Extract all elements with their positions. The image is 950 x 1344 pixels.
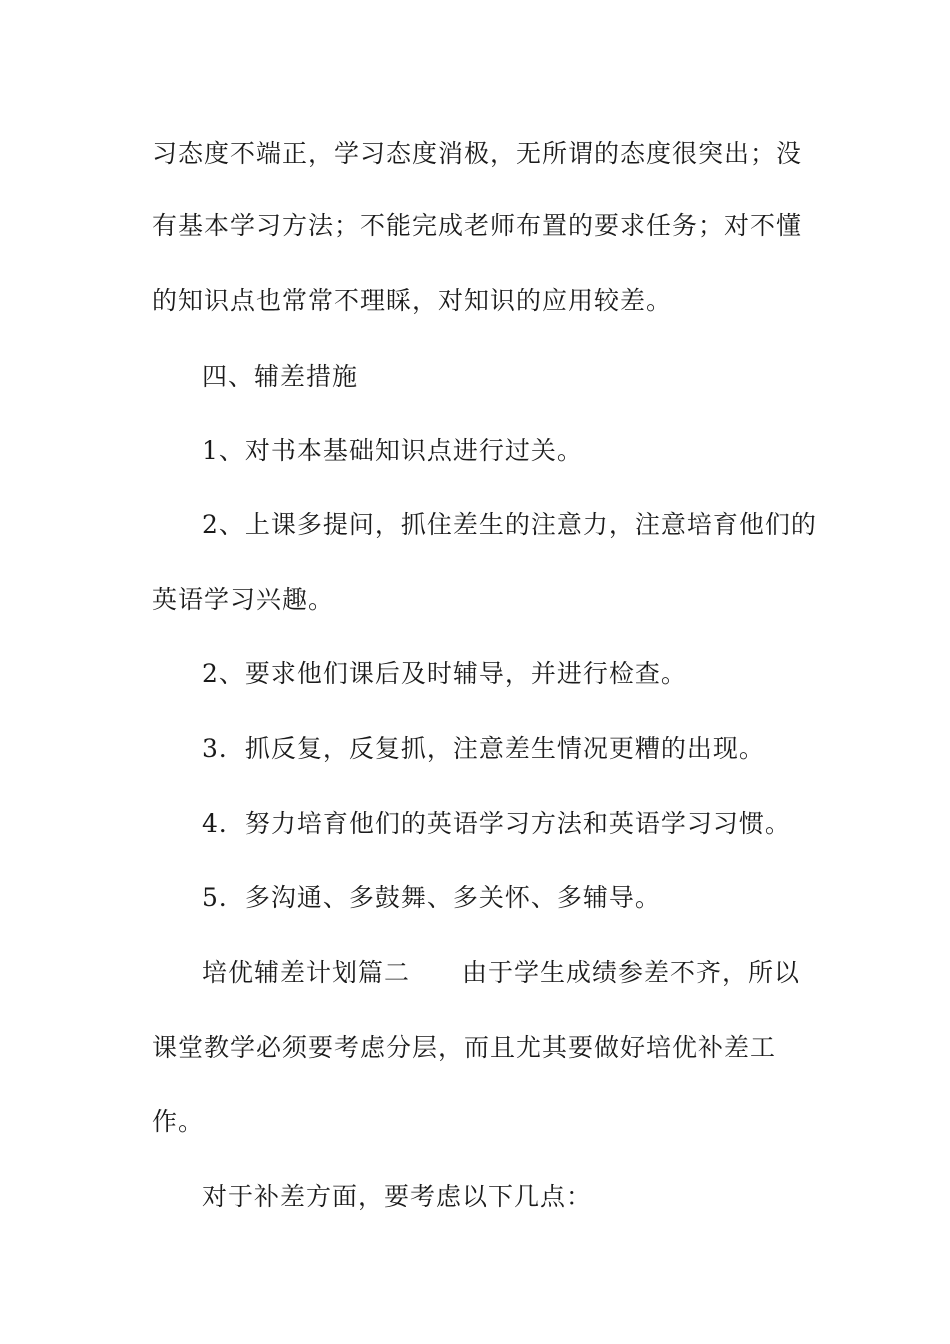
section-heading: 四、辅差措施: [202, 362, 359, 391]
paragraph-line: 英语学习兴趣。: [152, 585, 335, 614]
list-item: 4．努力培育他们的英语学习方法和英语学习习惯。: [202, 809, 791, 838]
list-item: 1、对书本基础知识点进行过关。: [202, 436, 583, 465]
list-item: 2、上课多提问，抓住差生的注意力，注意培育他们的: [202, 510, 817, 539]
list-item: 2、要求他们课后及时辅导，并进行检查。: [202, 659, 687, 688]
paragraph-line: 的知识点也常常不理睬，对知识的应用较差。: [152, 286, 673, 315]
list-item: 5．多沟通、多鼓舞、多关怀、多辅导。: [202, 883, 661, 912]
list-item: 3．抓反复，反复抓，注意差生情况更糟的出现。: [202, 734, 765, 763]
paragraph-line: 对于补差方面，要考虑以下几点：: [202, 1182, 593, 1211]
paragraph-line: 习态度不端正，学习态度消极，无所谓的态度很突出；没: [152, 139, 803, 168]
paragraph-line: 课堂教学必须要考虑分层，而且尤其要做好培优补差工: [152, 1033, 777, 1062]
paragraph-line: 作。: [152, 1107, 205, 1136]
section-title-line: 培优辅差计划篇二 由于学生成绩参差不齐，所以: [202, 958, 801, 987]
paragraph-line: 有基本学习方法；不能完成老师布置的要求任务；对不懂: [152, 211, 803, 240]
